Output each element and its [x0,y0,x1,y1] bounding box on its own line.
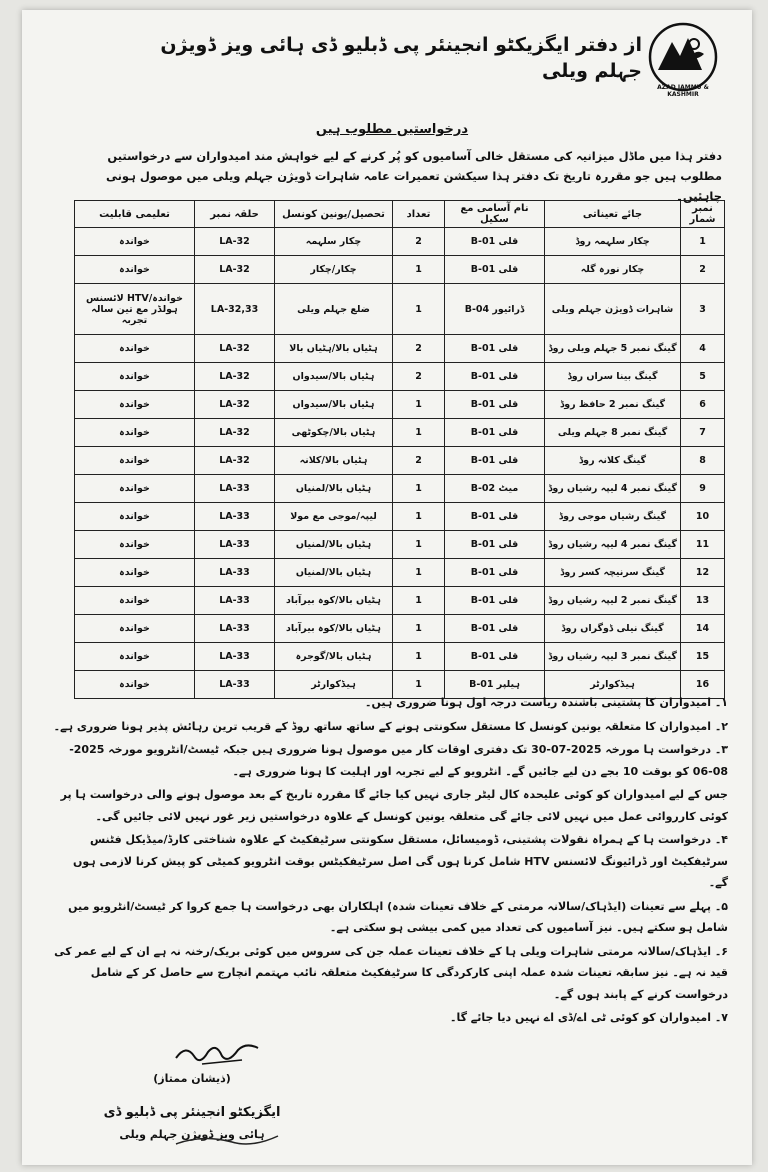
header-post: نام آسامی مع سکیل [445,201,545,228]
cell-post: قلی B-01 [445,447,545,475]
header-constituency: حلقہ نمبر [195,201,275,228]
cell-place: گینگ کلانہ روڈ [545,447,681,475]
cell-constituency: LA-33 [195,475,275,503]
cell-constituency: LA-32 [195,447,275,475]
cell-count: 1 [393,531,445,559]
table-row [75,475,725,503]
table-row [75,363,725,391]
cell-post: میٹ B-02 [445,475,545,503]
intro-paragraph: دفتر ہذا میں ماڈل میزانیہ کی مستقل خالی آسامیوں کو پُر کرنے کے لیے خواہش مند امیدواران سے درخواستیں مطلوب ہیں جو مقررہ تاریخ تک دفتر ہذا سیکشن تعمیرات عامہ شاہرات ڈویژن جہلم ویلی میں موصول ہونی چاہئیں۔ [105,149,722,203]
division-line: ہائی ویز ڈویژن جہلم ویلی [119,1128,265,1141]
cell-count: 1 [393,643,445,671]
cell-constituency: LA-33 [195,503,275,531]
cell-tehsil: ہٹیاں بالا/سیدواں [275,363,393,391]
cell-qualification: خواندہ [75,531,195,559]
note-item: ۲۔ امیدواران کا متعلقہ یونین کونسل کا مستقل سکونتی ہونے کے ساتھ ساتھ روڈ کے قریب ترین رہائش پذیر ہونا ضروری ہے۔ [53,719,728,733]
cell-qualification: خواندہ [75,228,195,256]
cell-constituency: LA-33 [195,643,275,671]
cell-place: گینگ بینا سراں روڈ [545,363,681,391]
table-row [75,284,725,335]
cell-count: 1 [393,475,445,503]
handwritten-signature [172,1038,262,1072]
cell-tehsil: ہٹیاں بالا/لمنیاں [275,559,393,587]
cell-no: 8 [681,447,725,475]
cell-tehsil: لیپہ/موجی مع مولا [275,503,393,531]
stamp-scribble [172,1130,282,1152]
cell-no: 11 [681,531,725,559]
note-item: ۱۔ امیدواران کا پشتینی باشندہ ریاست درجہ اول ہونا ضروری ہیں۔ [365,696,728,709]
cell-constituency: LA-32 [195,335,275,363]
cell-place: گینگ نیلی ڈوگراں روڈ [545,615,681,643]
cell-qualification: خواندہ [75,503,195,531]
cell-no: 6 [681,391,725,419]
cell-place: چکار نورہ گلہ [545,256,681,284]
terms-notes [52,692,728,1031]
notice-subject: درخواستیں مطلوب ہیں [315,122,469,137]
cell-count: 1 [393,671,445,699]
cell-place: گینگ سرنیچہ کسر روڈ [545,559,681,587]
cell-constituency: LA-32 [195,256,275,284]
cell-count: 1 [393,284,445,335]
cell-no: 16 [681,671,725,699]
header-qualification: تعلیمی قابلیت [75,201,195,228]
cell-qualification: خواندہ [75,559,195,587]
note-item: ۵۔ پہلے سے تعینات (ایڈہاک/سالانہ مرمتی کے خلاف تعینات شدہ) اہلکاران بھی درخواست ہا جمع کروا کر ٹیسٹ/انٹرویو میں شامل ہو سکتے ہیں۔ نیز آسامیوں کی تعداد میں کمی بیشی ہو سکتی ہے۔ [68,899,728,934]
cell-no: 13 [681,587,725,615]
table-row [75,228,725,256]
cell-qualification: خواندہ/HTV لائسنس ہولڈر مع تین سالہ تجربہ [75,284,195,335]
note-item: ۷۔ امیدواران کو کوئی ٹی اے/ڈی اے نہیں دیا جائے گا۔ [450,1011,728,1024]
cell-constituency: LA-33 [195,615,275,643]
table-header-row [75,201,725,228]
cell-post: قلی B-01 [445,391,545,419]
cell-tehsil: ہٹیاں بالا/کوہ بیرآباد [275,587,393,615]
header-serial: نمبر شمار [681,201,725,228]
cell-count: 2 [393,335,445,363]
ajk-emblem-logo [644,18,722,96]
table-row [75,587,725,615]
cell-tehsil: ہٹیاں بالا/ہٹیاں بالا [275,335,393,363]
cell-qualification: خواندہ [75,363,195,391]
cell-qualification: خواندہ [75,643,195,671]
designation-line: ایگزیکٹو انجینئر پی ڈبلیو ڈی [103,1105,281,1120]
cell-tehsil: ضلع جہلم ویلی [275,284,393,335]
cell-tehsil: ہٹیاں بالا/گوجرہ [275,643,393,671]
cell-tehsil: ہٹیاں بالا/سیدواں [275,391,393,419]
cell-post: قلی B-01 [445,615,545,643]
cell-count: 2 [393,228,445,256]
note-item: ۶۔ ایڈہاک/سالانہ مرمتی شاہرات ویلی ہا کے خلاف تعینات عملہ جن کی سروس میں کوئی بریک/رخنہ نہ ہے ان کے لیے عمر کی قید نہ ہے۔ نیز سابقہ تعینات شدہ عملہ اپنی کارکردگی کا سرٹیفکیٹ متعلقہ نائب مہتمم انچارج سے حاصل کر کے شامل درخواست کرنے کے پابند ہوں گے۔ [54,944,728,1001]
cell-tehsil: ہٹیاں بالا/لمنیاں [275,475,393,503]
cell-qualification: خواندہ [75,335,195,363]
cell-count: 2 [393,447,445,475]
cell-no: 7 [681,419,725,447]
cell-no: 1 [681,228,725,256]
vacancy-table [74,200,725,699]
cell-post: ہیلپر B-01 [445,671,545,699]
cell-qualification: خواندہ [75,419,195,447]
cell-constituency: LA-32 [195,363,275,391]
table-row [75,447,725,475]
cell-count: 1 [393,256,445,284]
cell-post: ڈرائیور B-04 [445,284,545,335]
cell-no: 10 [681,503,725,531]
cell-qualification: خواندہ [75,391,195,419]
note-item: جس کے لیے امیدواران کو کوئی علیحدہ کال لیٹر جاری نہیں کیا جائے گا مقررہ تاریخ کے بعد موصول ہونے والی درخواست ہا پر کوئی کارروائی عمل میں نہیں لائی جائے گی متعلقہ یونین کونسل کے علاوہ درخواستیں زیر غور نہیں لائی جائیں گی۔ [60,788,728,823]
table-row [75,643,725,671]
cell-post: قلی B-01 [445,419,545,447]
cell-count: 1 [393,587,445,615]
cell-post: قلی B-01 [445,256,545,284]
table-row [75,419,725,447]
cell-place: چکار سلہمہ روڈ [545,228,681,256]
cell-place: گینگ نمبر 2 حافظ روڈ [545,391,681,419]
cell-constituency: LA-33 [195,559,275,587]
cell-count: 2 [393,363,445,391]
cell-no: 14 [681,615,725,643]
cell-count: 1 [393,559,445,587]
cell-no: 2 [681,256,725,284]
notice-page [22,10,752,1165]
office-header-title: از دفتر ایگزیکٹو انجینئر پی ڈبلیو ڈی ہائی ویز ڈویژن جہلم ویلی [160,34,642,82]
cell-qualification: خواندہ [75,671,195,699]
cell-no: 5 [681,363,725,391]
cell-constituency: LA-32 [195,391,275,419]
table-row [75,256,725,284]
cell-qualification: خواندہ [75,615,195,643]
cell-count: 1 [393,391,445,419]
cell-count: 1 [393,503,445,531]
cell-tehsil: چکار سلہمہ [275,228,393,256]
cell-place: ہیڈکوارٹر [545,671,681,699]
cell-post: قلی B-01 [445,503,545,531]
table-row [75,615,725,643]
cell-place: گینگ نمبر 8 جہلم ویلی [545,419,681,447]
cell-tehsil: ہٹیاں بالا/کلانہ [275,447,393,475]
table-row [75,559,725,587]
cell-place: گینگ رشیاں موجی روڈ [545,503,681,531]
table-row [75,531,725,559]
cell-tehsil: ہٹیاں بالا/چکوٹھی [275,419,393,447]
cell-constituency: LA-33 [195,587,275,615]
note-item: ۳۔ درخواست ہا مورخہ 2025-07-30 تک دفتری اوقات کار میں موصول ہونا ضروری ہیں جبکہ ٹیسٹ/انٹرویو مورخہ 2025-08-06 کو بوقت 10 بجے دن لیے جائیں گے۔ انٹرویو کے لیے تجربہ اور اہلیت کا ہونا ضروری ہے۔ [69,743,728,778]
header-place: جائے تعیناتی [545,201,681,228]
cell-constituency: LA-32,33 [195,284,275,335]
cell-count: 1 [393,615,445,643]
cell-post: قلی B-01 [445,559,545,587]
cell-place: گینگ نمبر 5 جہلم ویلی روڈ [545,335,681,363]
table-row [75,503,725,531]
cell-no: 4 [681,335,725,363]
cell-no: 15 [681,643,725,671]
header-count: تعداد [393,201,445,228]
cell-post: قلی B-01 [445,643,545,671]
note-item: ۴۔ درخواست ہا کے ہمراہ نقولات پشتینی، ڈومیسائل، مستقل سکونتی سرٹیفکیٹ کے علاوہ شناختی کارڈ/میڈیکل فٹنس سرٹیفکیٹ اور ڈرائیونگ لائسنس HTV شامل کرنا ہوں گی اصل سرٹیفکیٹس بوقت انٹرویو کمیٹی کو پیش کرنا لازمی ہوں گے۔ [72,833,728,889]
cell-place: گینگ نمبر 4 لیپہ رشیاں روڈ [545,531,681,559]
cell-post: قلی B-01 [445,335,545,363]
logo-text: AZAD JAMMU & KASHMIR [657,84,709,98]
cell-tehsil: ہٹیاں بالا/کوہ بیرآباد [275,615,393,643]
cell-tehsil: ہیڈکوارٹر [275,671,393,699]
cell-post: قلی B-01 [445,363,545,391]
cell-constituency: LA-32 [195,228,275,256]
cell-constituency: LA-33 [195,531,275,559]
cell-no: 9 [681,475,725,503]
cell-post: قلی B-01 [445,587,545,615]
table-row [75,391,725,419]
cell-constituency: LA-32 [195,419,275,447]
cell-place: گینگ نمبر 4 لیپہ رشیاں روڈ [545,475,681,503]
cell-place: شاہرات ڈویژن جہلم ویلی [545,284,681,335]
cell-post: قلی B-01 [445,228,545,256]
cell-qualification: خواندہ [75,447,195,475]
cell-tehsil: ہٹیاں بالا/لمنیاں [275,531,393,559]
cell-count: 1 [393,419,445,447]
cell-qualification: خواندہ [75,587,195,615]
cell-qualification: خواندہ [75,475,195,503]
cell-constituency: LA-33 [195,671,275,699]
cell-post: قلی B-01 [445,531,545,559]
cell-no: 3 [681,284,725,335]
cell-no: 12 [681,559,725,587]
cell-qualification: خواندہ [75,256,195,284]
cell-tehsil: چکار/چکار [275,256,393,284]
officer-name: (ذیشان ممتاز) [153,1072,231,1085]
cell-place: گینگ نمبر 2 لیپہ رشیاں روڈ [545,587,681,615]
cell-place: گینگ نمبر 3 لیپہ رشیاں روڈ [545,643,681,671]
header-tehsil: تحصیل/یونین کونسل [275,201,393,228]
table-row [75,335,725,363]
